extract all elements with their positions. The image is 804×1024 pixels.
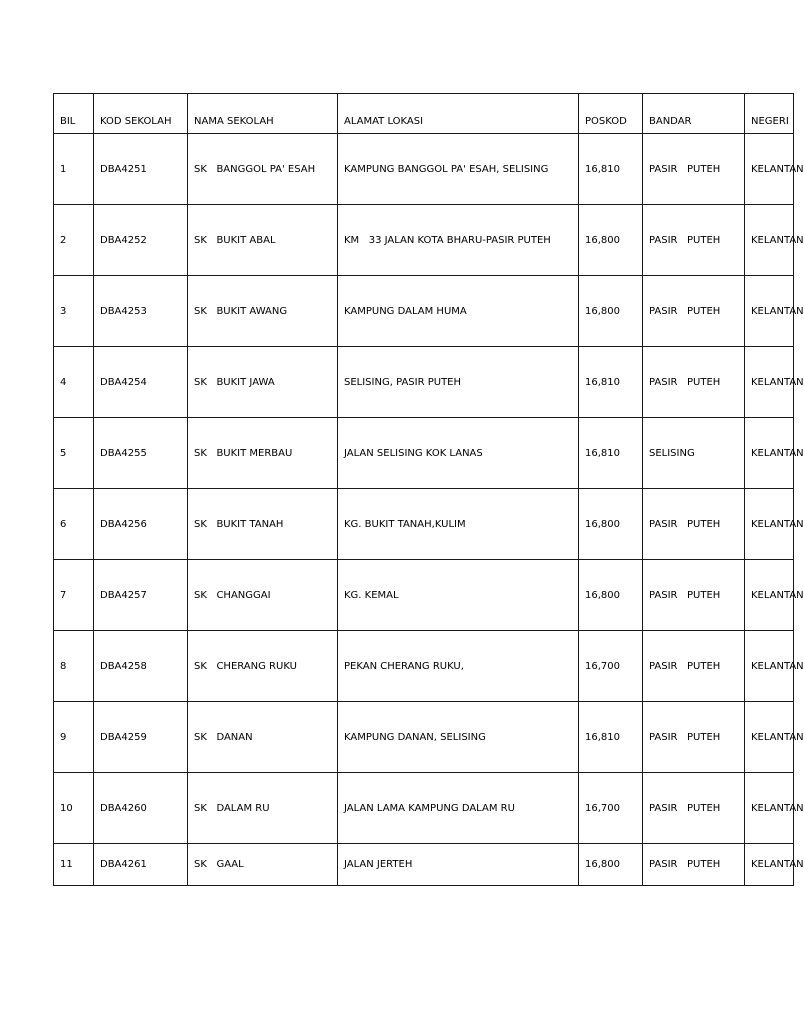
cell-negeri: KELANTAN — [745, 631, 794, 702]
cell-poskod: 16,800 — [579, 560, 643, 631]
cell-nama-sekolah: SK BUKIT TANAH — [188, 489, 338, 560]
cell-bil: 9 — [54, 702, 94, 773]
header-bil: BIL — [54, 94, 94, 134]
cell-kod-sekolah: DBA4256 — [94, 489, 188, 560]
cell-bil: 1 — [54, 134, 94, 205]
cell-alamat-lokasi: JALAN SELISING KOK LANAS — [338, 418, 579, 489]
cell-poskod: 16,810 — [579, 702, 643, 773]
cell-bil: 8 — [54, 631, 94, 702]
cell-negeri: KELANTAN — [745, 844, 794, 886]
cell-alamat-lokasi: SELISING, PASIR PUTEH — [338, 347, 579, 418]
cell-nama-sekolah: SK CHERANG RUKU — [188, 631, 338, 702]
cell-kod-sekolah: DBA4254 — [94, 347, 188, 418]
cell-bandar: PASIR PUTEH — [643, 702, 745, 773]
cell-bandar: SELISING — [643, 418, 745, 489]
cell-poskod: 16,800 — [579, 489, 643, 560]
cell-kod-sekolah: DBA4255 — [94, 418, 188, 489]
cell-negeri: KELANTAN — [745, 489, 794, 560]
header-alamat-lokasi: ALAMAT LOKASI — [338, 94, 579, 134]
header-negeri: NEGERI — [745, 94, 794, 134]
cell-kod-sekolah: DBA4259 — [94, 702, 188, 773]
cell-negeri: KELANTAN — [745, 276, 794, 347]
cell-bandar: PASIR PUTEH — [643, 134, 745, 205]
header-nama-sekolah: NAMA SEKOLAH — [188, 94, 338, 134]
cell-alamat-lokasi: JALAN LAMA KAMPUNG DALAM RU — [338, 773, 579, 844]
table-row — [54, 276, 794, 347]
header-poskod: POSKOD — [579, 94, 643, 134]
cell-nama-sekolah: SK GAAL — [188, 844, 338, 886]
cell-bandar: PASIR PUTEH — [643, 276, 745, 347]
cell-negeri: KELANTAN — [745, 134, 794, 205]
cell-negeri: KELANTAN — [745, 773, 794, 844]
cell-kod-sekolah: DBA4257 — [94, 560, 188, 631]
cell-negeri: KELANTAN — [745, 205, 794, 276]
cell-alamat-lokasi: JALAN JERTEH — [338, 844, 579, 886]
cell-negeri: KELANTAN — [745, 347, 794, 418]
cell-poskod: 16,810 — [579, 418, 643, 489]
cell-nama-sekolah: SK BUKIT ABAL — [188, 205, 338, 276]
cell-nama-sekolah: SK BUKIT MERBAU — [188, 418, 338, 489]
cell-negeri: KELANTAN — [745, 418, 794, 489]
cell-negeri: KELANTAN — [745, 702, 794, 773]
cell-alamat-lokasi: PEKAN CHERANG RUKU, — [338, 631, 579, 702]
cell-bil: 5 — [54, 418, 94, 489]
cell-poskod: 16,800 — [579, 276, 643, 347]
table-row — [54, 489, 794, 560]
cell-bil: 3 — [54, 276, 94, 347]
cell-nama-sekolah: SK CHANGGAI — [188, 560, 338, 631]
school-list-sheet — [53, 93, 804, 886]
cell-bandar: PASIR PUTEH — [643, 631, 745, 702]
cell-nama-sekolah: SK BANGGOL PA' ESAH — [188, 134, 338, 205]
cell-poskod: 16,810 — [579, 347, 643, 418]
table-row — [54, 347, 794, 418]
cell-nama-sekolah: SK DALAM RU — [188, 773, 338, 844]
cell-alamat-lokasi: KG. KEMAL — [338, 560, 579, 631]
cell-bandar: PASIR PUTEH — [643, 347, 745, 418]
table-row — [54, 773, 794, 844]
cell-negeri: KELANTAN — [745, 560, 794, 631]
cell-alamat-lokasi: KG. BUKIT TANAH,KULIM — [338, 489, 579, 560]
cell-bil: 4 — [54, 347, 94, 418]
cell-poskod: 16,700 — [579, 773, 643, 844]
cell-poskod: 16,700 — [579, 631, 643, 702]
cell-bil: 7 — [54, 560, 94, 631]
table-body — [54, 134, 804, 886]
cell-bandar: PASIR PUTEH — [643, 560, 745, 631]
table-row — [54, 560, 794, 631]
cell-bil: 2 — [54, 205, 94, 276]
cell-nama-sekolah: SK DANAN — [188, 702, 338, 773]
header-bandar: BANDAR — [643, 94, 745, 134]
cell-alamat-lokasi: KAMPUNG BANGGOL PA' ESAH, SELISING — [338, 134, 579, 205]
cell-poskod: 16,800 — [579, 844, 643, 886]
table-row — [54, 631, 794, 702]
cell-poskod: 16,810 — [579, 134, 643, 205]
table-row — [54, 418, 794, 489]
cell-poskod: 16,800 — [579, 205, 643, 276]
cell-bandar: PASIR PUTEH — [643, 773, 745, 844]
cell-kod-sekolah: DBA4253 — [94, 276, 188, 347]
table-row — [54, 702, 794, 773]
cell-kod-sekolah: DBA4251 — [94, 134, 188, 205]
table-row — [54, 134, 794, 205]
cell-alamat-lokasi: KAMPUNG DALAM HUMA — [338, 276, 579, 347]
table-row — [54, 844, 794, 886]
cell-bandar: PASIR PUTEH — [643, 489, 745, 560]
cell-bil: 11 — [54, 844, 94, 886]
cell-bandar: PASIR PUTEH — [643, 844, 745, 886]
header-kod-sekolah: KOD SEKOLAH — [94, 94, 188, 134]
cell-kod-sekolah: DBA4260 — [94, 773, 188, 844]
school-table — [53, 93, 804, 886]
cell-bil: 6 — [54, 489, 94, 560]
cell-alamat-lokasi: KAMPUNG DANAN, SELISING — [338, 702, 579, 773]
cell-kod-sekolah: DBA4261 — [94, 844, 188, 886]
table-row — [54, 205, 794, 276]
table-header-row — [54, 94, 794, 134]
cell-kod-sekolah: DBA4258 — [94, 631, 188, 702]
cell-bandar: PASIR PUTEH — [643, 205, 745, 276]
cell-bil: 10 — [54, 773, 94, 844]
cell-nama-sekolah: SK BUKIT AWANG — [188, 276, 338, 347]
cell-nama-sekolah: SK BUKIT JAWA — [188, 347, 338, 418]
cell-kod-sekolah: DBA4252 — [94, 205, 188, 276]
cell-alamat-lokasi: KM 33 JALAN KOTA BHARU-PASIR PUTEH — [338, 205, 579, 276]
